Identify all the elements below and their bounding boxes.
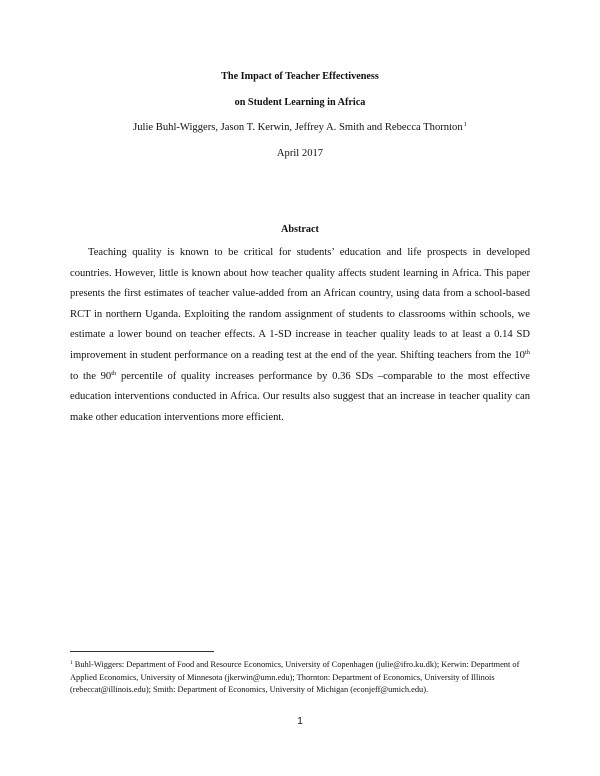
author-names: Julie Buhl-Wiggers, Jason T. Kerwin, Jeffrey A. Smith and Rebecca Thornton — [133, 122, 463, 133]
abstract-text-part-1: Teaching quality is known to be critical for students’ education and life prospects in developed countries. However, little is known about how teacher quality affects student learning in Africa. This paper presents the first estimates of teacher value-added from an African country, using data from a school-based RCT in northern Uganda. Exploiting the random assignment of students to classrooms within schools, we estimate a lower bound on teacher effects. A 1-SD increase in teacher quality leads to at least a 0.14 SD improvement in student performance on a reading test at the end of the year. Shifting teachers from the 10 — [70, 247, 530, 361]
paper-title-line-2: on Student Learning in Africa — [234, 97, 366, 108]
footnote-text: Buhl-Wiggers: Department of Food and Resource Economics, University of Copenhagen (julie@ifro.ku.dk); Kerwin: Department of Applied Economics, University of Minnesota (jkerwin@umn.edu); Thornton: Department of Economics, University of Illinois (rebeccat@illinois.edu); Smith: Department of Economics, University of Michigan (econjeff@umich.edu). — [70, 660, 520, 695]
author-list — [0, 121, 600, 133]
abstract-superscript-2: th — [111, 369, 117, 377]
paper-title-line-1: The Impact of Teacher Effectiveness — [221, 71, 379, 82]
footnote — [70, 657, 530, 697]
footnote-mark: 1 — [70, 660, 73, 666]
abstract-text-part-2: to the 90 — [70, 370, 112, 382]
author-footnote-mark: 1 — [463, 121, 467, 128]
abstract-heading: Abstract — [281, 224, 319, 235]
page-number: 1 — [297, 716, 303, 727]
footnote-divider — [70, 651, 214, 652]
abstract-superscript-1: th — [524, 348, 530, 356]
abstract-text-part-3: percentile of quality increases performance by 0.36 SDs –comparable to the most effective education interventions conducted in Africa. Our results also suggest that an increase in teacher quality can make other education interventions more efficient. — [70, 370, 530, 423]
abstract-body — [70, 243, 530, 428]
publication-date: April 2017 — [276, 148, 324, 159]
abstract-paragraph — [70, 243, 530, 428]
